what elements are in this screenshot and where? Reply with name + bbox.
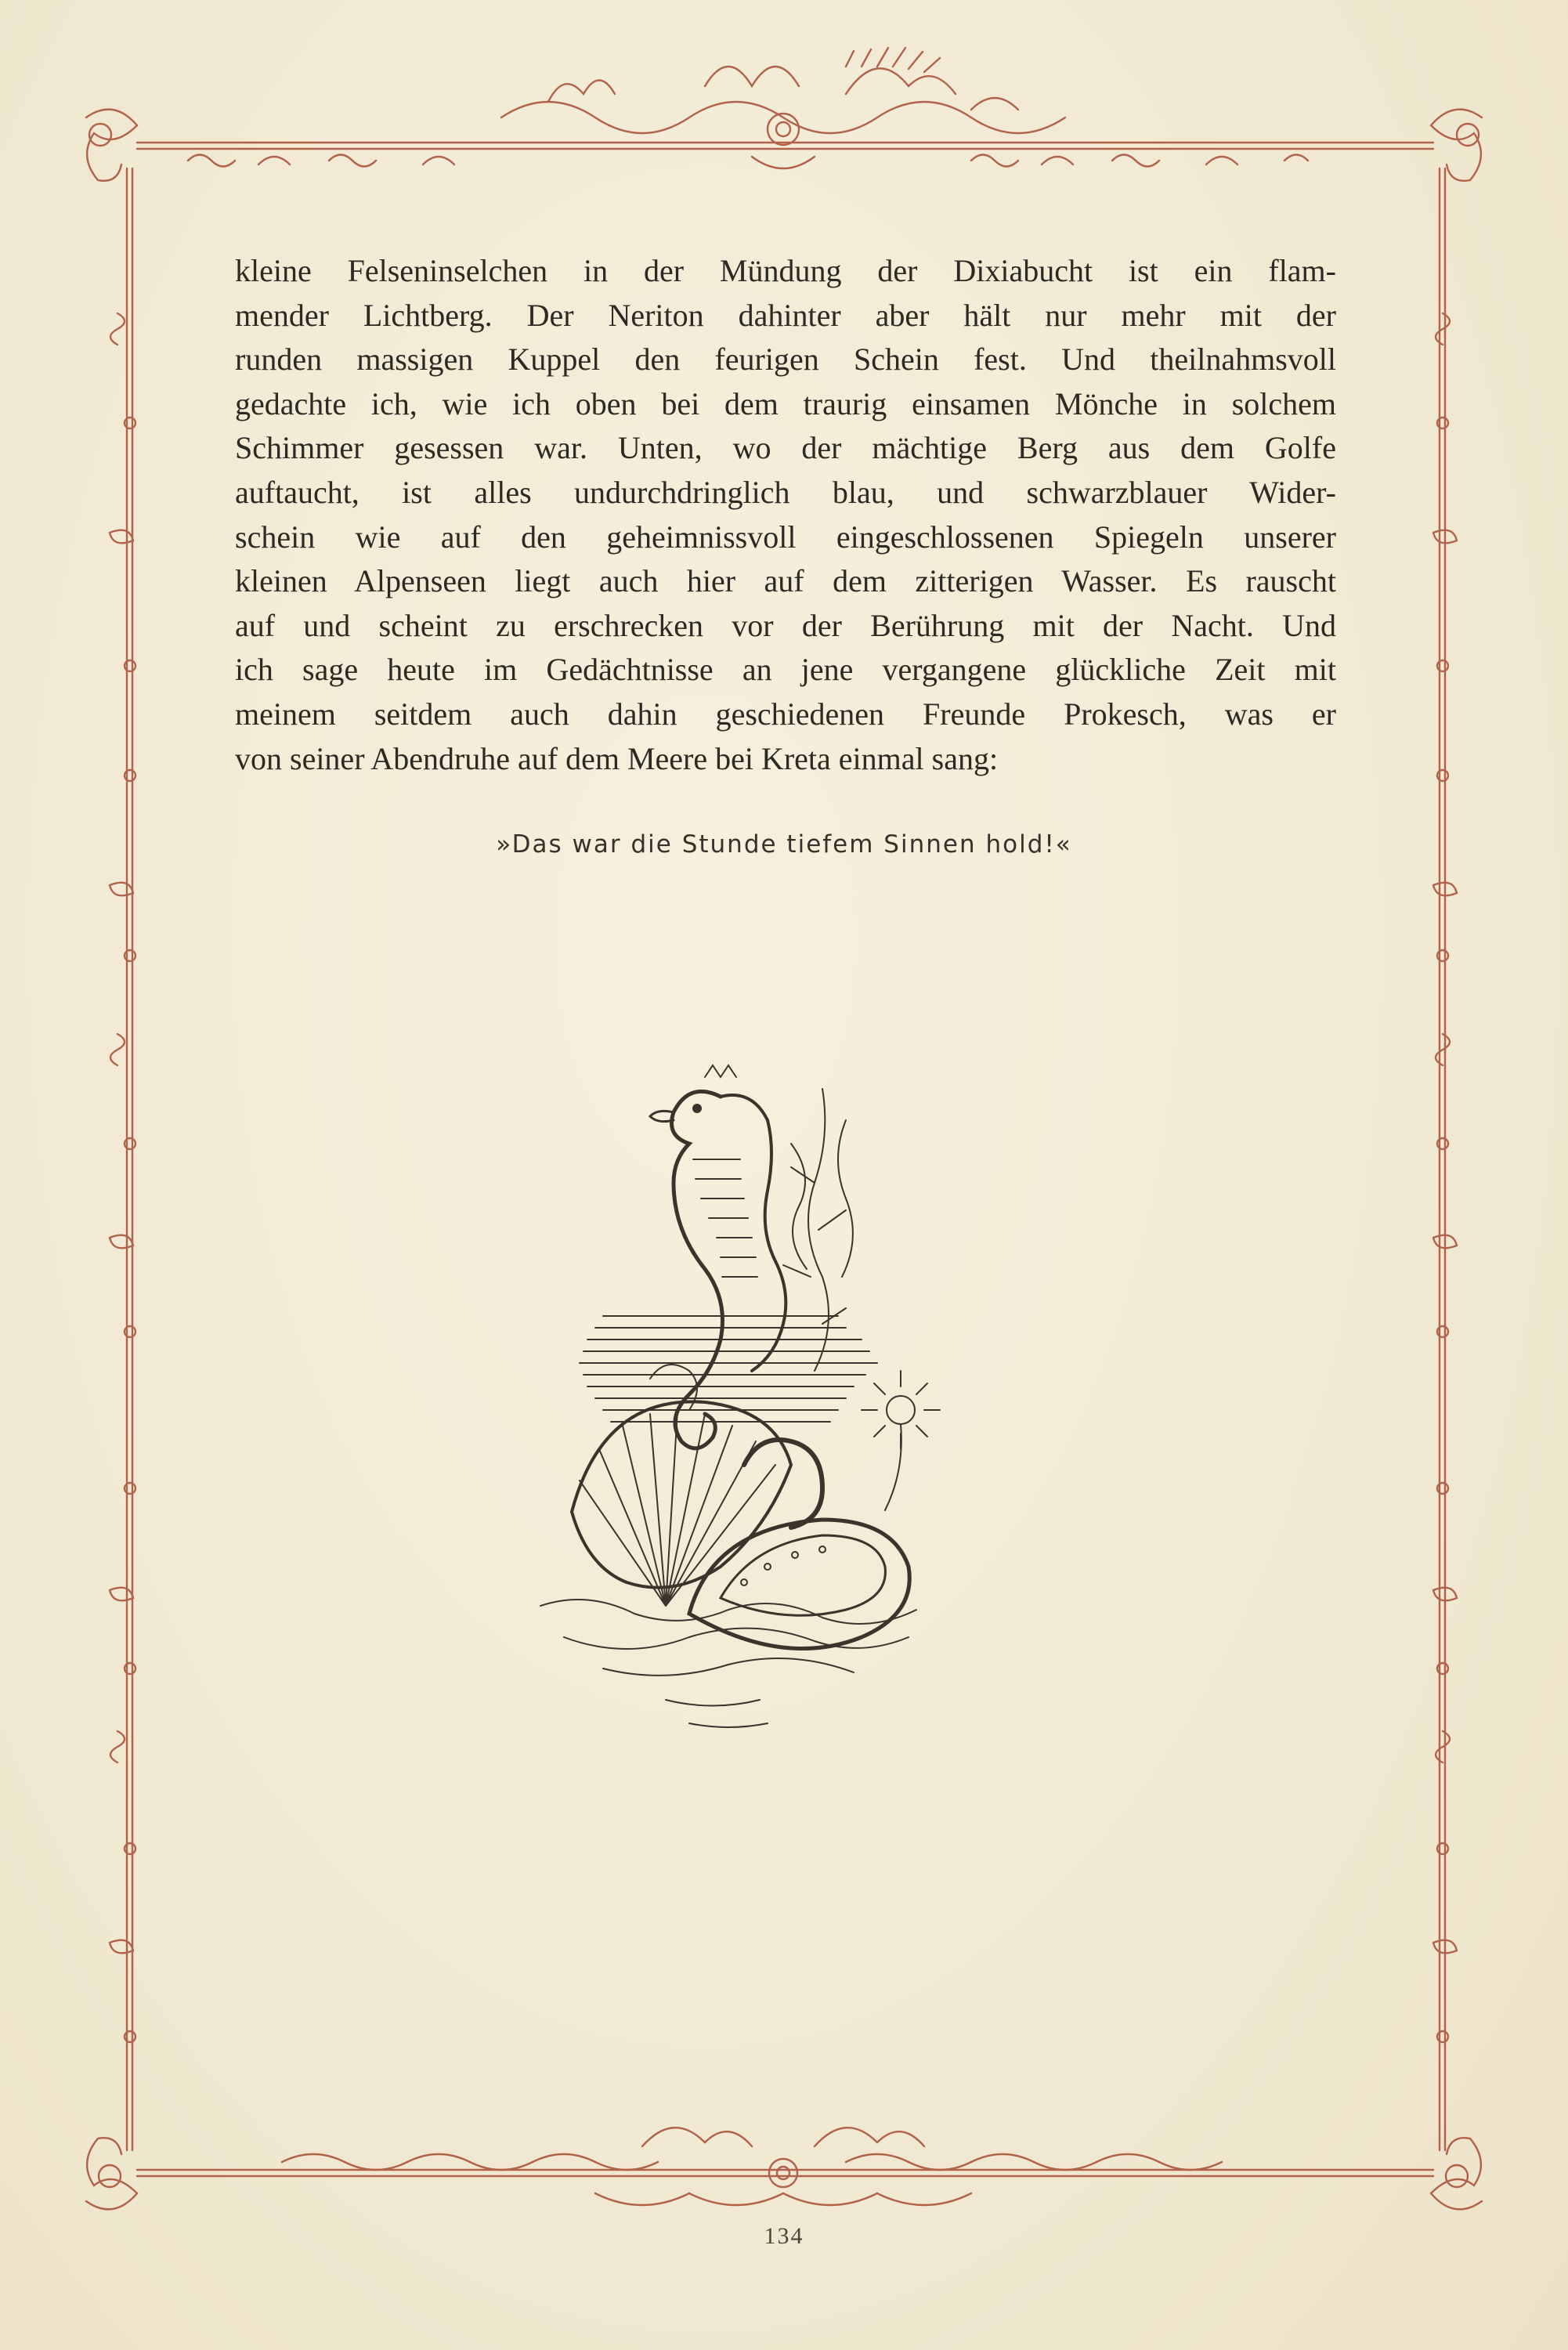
seahorse-shells-engraving-icon (509, 1042, 979, 1762)
text-line: mender Lichtberg. Der Neriton dahinter aber hält nur mehr mit der (235, 297, 1336, 333)
text-line: runden massigen Kuppel den feurigen Schein fest. Und theilnahmsvoll (235, 342, 1336, 378)
text-line: auf und scheint zu erschrecken vor der Berührung mit der Nacht. Und (235, 607, 1336, 643)
text-line: kleine Felseninselchen in der Mündung der Dixiabucht ist ein flam- (235, 253, 1336, 288)
text-line: von seiner Abendruhe auf dem Meere bei Kreta einmal sang: (235, 740, 999, 776)
body-text (235, 249, 1336, 781)
text-line: gedachte ich, wie ich oben bei dem traurig einsamen Mönche in solchem (235, 385, 1336, 421)
verse-quote: »Das war die Stunde tiefem Sinnen hold!« (496, 830, 1072, 859)
page-number: 134 (764, 2223, 804, 2249)
text-line: kleinen Alpenseen liegt auch hier auf dem zitterigen Wasser. Es rauscht (235, 563, 1336, 599)
text-line: auftaucht, ist alles undurchdringlich blau, und schwarzblauer Wider- (235, 474, 1336, 510)
text-line: meinem seitdem auch dahin geschiedenen Freunde Prokesch, was er (235, 696, 1336, 732)
text-line: ich sage heute im Gedächtnisse an jene vergangene glückliche Zeit mit (235, 652, 1336, 688)
text-line: schein wie auf den geheimnissvoll eingeschlossenen Spiegeln unserer (235, 519, 1336, 555)
text-line: Schimmer gesessen war. Unten, wo der mächtige Berg aus dem Golfe (235, 430, 1336, 466)
